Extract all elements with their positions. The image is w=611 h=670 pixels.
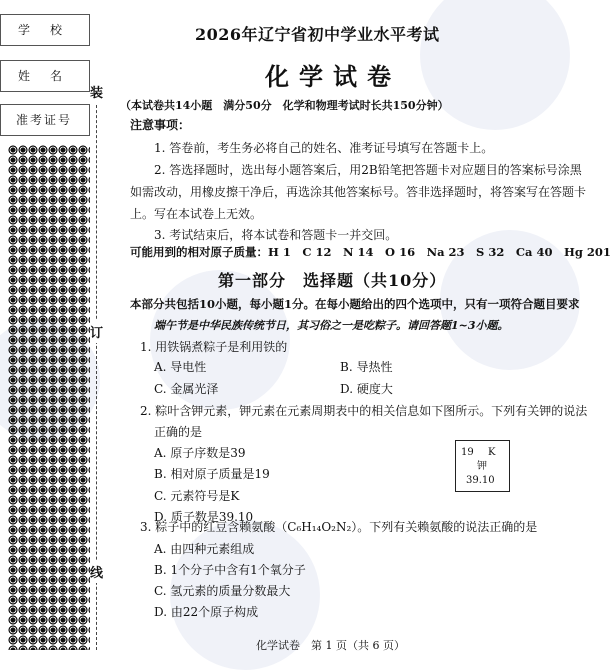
q1-option-d: D. 硬度大 bbox=[340, 382, 393, 396]
cut-label-xian: 线 bbox=[90, 560, 103, 583]
element-name: 钾 bbox=[477, 461, 487, 472]
subject-title: 化学试卷 bbox=[265, 62, 401, 91]
note-2: 2. 答选择题时，选出每小题答案后，用2B铅笔把答题卡对应题目的答案标号涂黑 bbox=[154, 163, 582, 177]
part1-context: 端午节是中华民族传统节日，其习俗之一是吃粽子。请回答题1~3小题。 bbox=[154, 319, 509, 332]
notes-heading: 注意事项： bbox=[130, 118, 191, 132]
exam-info: （本试卷共14小题 满分50分 化学和物理考试时长共150分钟） bbox=[120, 99, 449, 112]
q2-option-c: C. 元素符号是K bbox=[154, 489, 240, 503]
q2-option-b: B. 相对原子质量是19 bbox=[154, 467, 270, 481]
element-mass: 39.10 bbox=[466, 475, 495, 486]
q2-stem: 2. 粽叶含钾元素，钾元素在元素周期表中的相关信息如下图所示。下列有关钾的说法 bbox=[140, 404, 588, 418]
note-3: 3. 考试结束后，将本试卷和答题卡一并交回。 bbox=[154, 228, 398, 242]
q3-option-b: B. 1个分子中含有1个氧分子 bbox=[154, 563, 306, 577]
q1-option-c: C. 金属光泽 bbox=[154, 382, 219, 396]
element-symbol: K bbox=[488, 447, 496, 458]
cut-label-ding: 订 bbox=[90, 320, 103, 343]
note-2-cont: 如需改动，用橡皮擦干净后，再选涂其他答案标号。答非选择题时，将答案写在答题卡 bbox=[130, 185, 587, 199]
q3-option-c: C. 氢元素的质量分数最大 bbox=[154, 584, 291, 598]
part1-intro: 本部分共包括10小题，每小题1分。在每小题给出的四个选项中，只有一项符合题目要求 bbox=[130, 297, 580, 311]
security-pattern bbox=[8, 145, 90, 650]
q3-option-a: A. 由四种元素组成 bbox=[154, 542, 255, 556]
page-footer: 化学试卷 第 1 页（共 6 页） bbox=[256, 639, 405, 652]
q2-stem-cont: 正确的是 bbox=[154, 425, 203, 439]
ticket-number-label: 准考证号 bbox=[16, 113, 73, 127]
q1-stem: 1. 用铁锅煮粽子是利用铁的 bbox=[140, 340, 288, 354]
note-2-end: 上。写在本试卷上无效。 bbox=[130, 207, 263, 221]
part1-title: 第一部分 选择题（共10分） bbox=[218, 271, 447, 290]
q3-option-d: D. 由22个原子构成 bbox=[154, 605, 259, 619]
potassium-element-card bbox=[455, 440, 510, 492]
q1-option-b: B. 导热性 bbox=[340, 360, 393, 374]
name-label: 姓 名 bbox=[18, 69, 67, 83]
q2-option-a: A. 原子序数是39 bbox=[154, 446, 246, 460]
q3-stem: 3. 粽子中的红豆含赖氨酸（C₆H₁₄O₂N₂）。下列有关赖氨酸的说法正确的是 bbox=[140, 520, 538, 534]
atomic-mass-line: 可能用到的相对原子质量：H 1 C 12 N 14 O 16 Na 23 S 32 Ca 40 Hg 201 bbox=[130, 245, 611, 259]
q2-option-d: D. 质子数是39.10 bbox=[154, 510, 254, 524]
cut-label-zhuang: 装 bbox=[90, 80, 103, 103]
school-label: 学 校 bbox=[18, 23, 67, 37]
q1-option-a: A. 导电性 bbox=[154, 360, 207, 374]
element-number: 19 bbox=[461, 447, 474, 458]
exam-title: 2026年辽宁省初中学业水平考试 bbox=[195, 25, 440, 44]
note-1: 1. 答卷前，考生务必将自己的姓名、准考证号填写在答题卡上。 bbox=[154, 141, 494, 155]
